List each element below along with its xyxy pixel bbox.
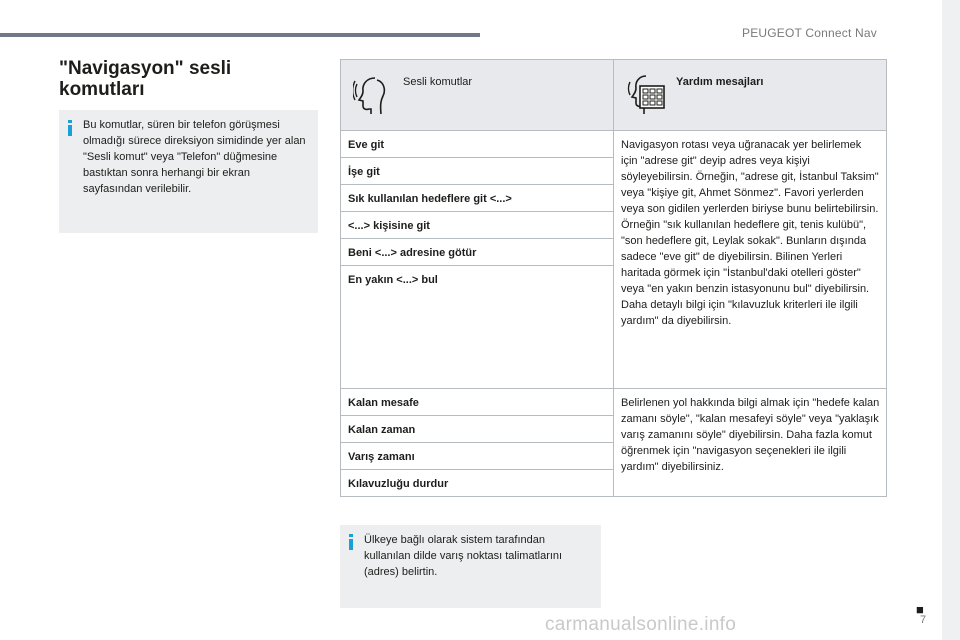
command-cell: En yakın <...> bul	[341, 266, 614, 389]
speaking-head-keypad-icon	[626, 72, 666, 116]
header-cell-commands	[341, 60, 614, 131]
watermark: carmanualsonline.info	[545, 614, 737, 635]
header-label-help: Yardım mesajları	[676, 76, 764, 88]
table-row	[341, 389, 887, 416]
command-cell: Sık kullanılan hedeflere git <...>	[341, 185, 614, 212]
command-cell: Kalan zaman	[341, 416, 614, 443]
header-cell-help	[614, 60, 887, 131]
help-message-cell: Belirlenen yol hakkında bilgi almak için "hedefe kalan zamanı söyle", "kalan mesafeyi söyle" veya "yaklaşık varış zamanını söyle" diyebilirsin. Daha fazla komut öğrenmek için "navigasyon seçenekleri ile ilgili yardım" diyebilirsiniz.	[614, 389, 887, 497]
info-icon	[348, 534, 354, 550]
command-cell: Eve git	[341, 131, 614, 158]
command-cell: <...> kişisine git	[341, 212, 614, 239]
info-note-bottom	[340, 525, 601, 608]
info-note-text: Ülkeye bağlı olarak sistem tarafından kullanılan dilde varış noktası talimatlarını (adres) belirtin.	[364, 534, 563, 578]
brand-label: PEUGEOT Connect Nav	[742, 26, 877, 40]
header-rule	[0, 33, 480, 37]
command-cell: Beni <...> adresine götür	[341, 239, 614, 266]
continuation-mark: ■	[916, 602, 924, 617]
header-label-commands: Sesli komutlar	[403, 76, 473, 88]
command-cell: Kalan mesafe	[341, 389, 614, 416]
table-row	[341, 131, 887, 158]
info-note-top	[59, 110, 318, 233]
help-message-cell: Navigasyon rotası veya uğranacak yer belirlemek için "adrese git" deyip adres veya kişiyi söyleyebilirsin. Örneğin, "adrese git, İstanbul Taksim" veya "kişiye git, Ahmet Sönmez". Favori yerlerden veya son gidilen yerlerden biriyse bunu belirtebilirsin. Örneğin "sık kullanılan hedeflere git, tenis kulübü", "son hedeflere git, Leylak sokak". Bunların dışında sadece "eve git" de diyebilirsin. Bilinen Yerleri haritada görmek için "İstanbul'daki otelleri göster" veya "en yakın benzin istasyonunu bul" diyebilirsin. Daha detaylı bilgi için "kılavuzluk kriterleri ile ilgili yardım" da diyebilirsin.	[614, 131, 887, 389]
info-icon	[67, 120, 73, 136]
table-header-row	[341, 60, 887, 131]
speaking-head-icon	[353, 72, 393, 116]
page-title: "Navigasyon" sesli komutları	[59, 58, 232, 100]
command-cell: İşe git	[341, 158, 614, 185]
info-note-text: Bu komutlar, süren bir telefon görüşmesi olmadığı sürece direksiyon simidinde yer alan "Sesli komut" veya "Telefon" düğmesine bastıktan sonra herhangi bir ekran sayfasından verilebilir.	[83, 119, 306, 195]
voice-command-table	[340, 59, 887, 497]
page-edge-strip	[942, 0, 960, 640]
page-number: 7	[920, 614, 927, 626]
command-cell: Kılavuzluğu durdur	[341, 470, 614, 497]
command-cell: Varış zamanı	[341, 443, 614, 470]
